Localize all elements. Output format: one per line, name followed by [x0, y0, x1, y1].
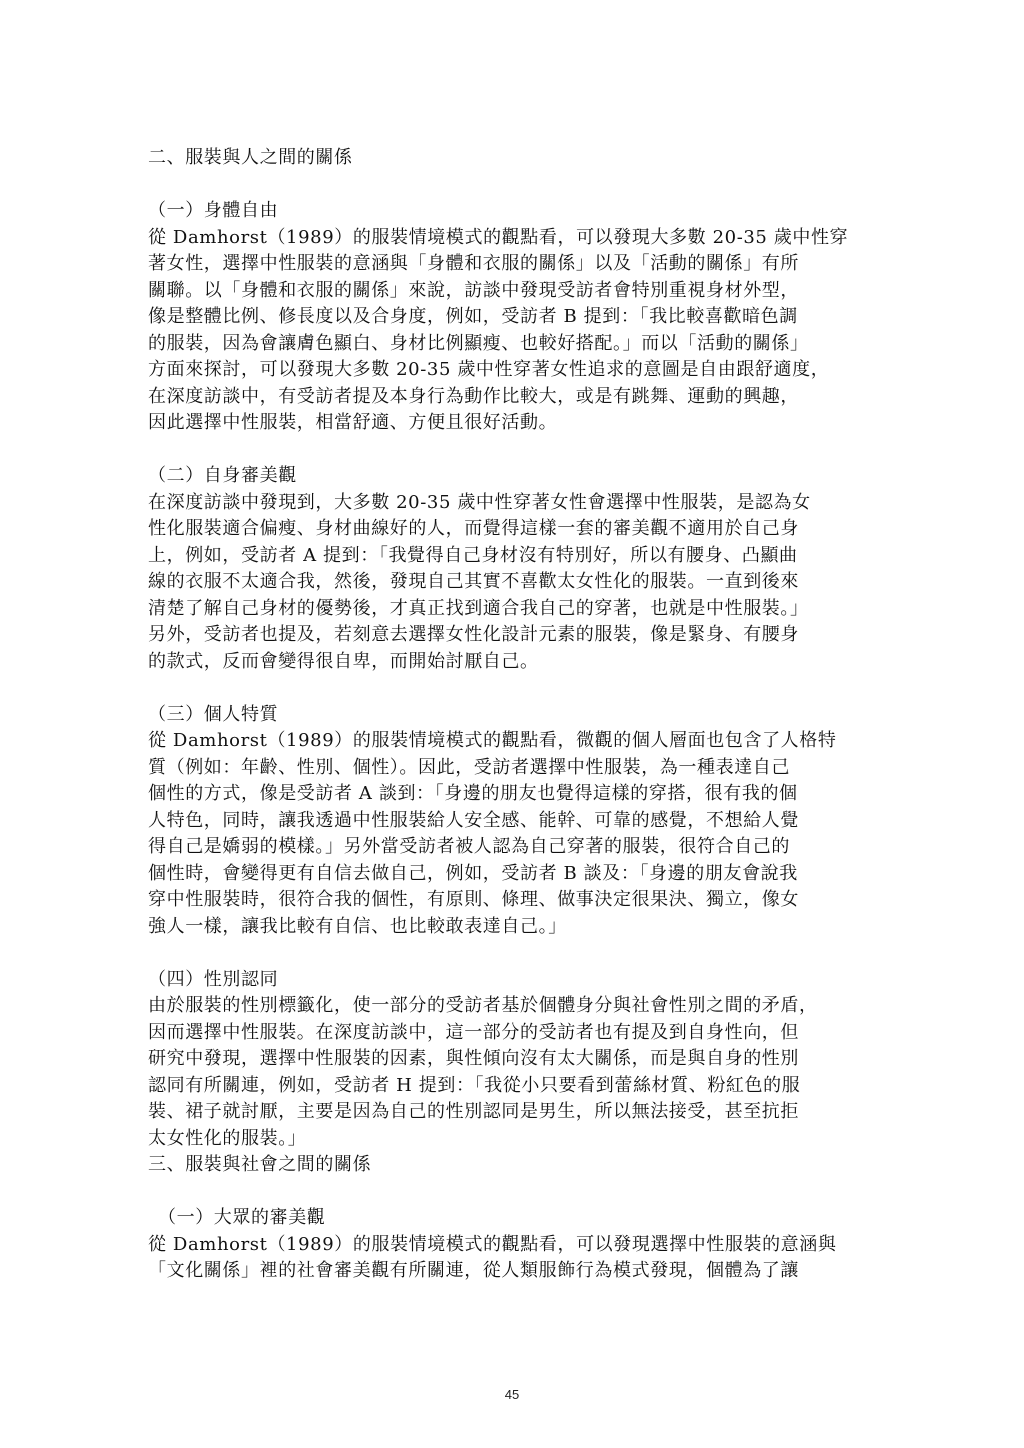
paragraph-line: 因此選擇中性服裝，相當舒適、方便且很好活動。 [148, 412, 558, 433]
paragraph-line: 質（例如：年齡、性別、個性）。因此，受訪者選擇中性服裝，為一種表達自己 [148, 756, 790, 778]
paragraph-line: 強人一樣，讓我比較有自信、也比較敢表達自己。」 [148, 915, 567, 937]
paragraph-line: 的款式，反而會變得很自卑，而開始討厭自己。 [148, 650, 539, 672]
paragraph-line: 因而選擇中性服裝。在深度訪談中，這一部分的受訪者也有提及到自身性向，但 [148, 1021, 799, 1043]
paragraph-line: 另外，受訪者也提及，若刻意去選擇女性化設計元素的服裝，像是緊身、有腰身 [148, 624, 799, 645]
paragraph-line: 個性的方式，像是受訪者 A 談到：「身邊的朋友也覺得這樣的穿搭，很有我的個 [148, 783, 798, 804]
paragraph-line: 在深度訪談中，有受訪者提及本身行為動作比較大，或是有跳舞、運動的興趣， [148, 385, 799, 407]
paragraph-line: 在深度訪談中發現到，大多數 20-35 歲中性穿著女性會選擇中性服裝，是認為女 [148, 491, 811, 513]
paragraph-public-aesthetics [148, 1232, 883, 1285]
paragraph-personal-traits [148, 728, 883, 940]
spacer [148, 1179, 883, 1206]
paragraph-line: 從 Damhorst（1989）的服裝情境模式的觀點看，可以發現選擇中性服裝的意涵與 [148, 1233, 837, 1255]
paragraph-line: 上，例如，受訪者 A 提到：「我覺得自己身材沒有特別好，所以有腰身、凸顯曲 [148, 544, 798, 566]
paragraph-line: 線的衣服不太適合我，然後，發現自己其實不喜歡太女性化的服裝。一直到後來 [148, 571, 799, 592]
paragraph-self-aesthetics [148, 490, 883, 676]
paragraph-body-freedom [148, 225, 883, 437]
paragraph-line: 從 Damhorst（1989）的服裝情境模式的觀點看，微觀的個人層面也包含了人格特 [148, 730, 837, 751]
spacer [148, 940, 883, 967]
paragraph-line: 關聯。以「身體和衣服的關係」來說，訪談中發現受訪者會特別重視身材外型， [148, 279, 799, 301]
paragraph-line: 著女性，選擇中性服裝的意涵與「身體和衣服的關係」以及「活動的關係」有所 [148, 253, 799, 274]
section-2-title: 二、服裝與人之間的關係 [148, 147, 353, 168]
paragraph-line: 從 Damhorst（1989）的服裝情境模式的觀點看，可以發現大多數 20-35 歲中性穿 [148, 226, 849, 248]
page-content [148, 145, 883, 1285]
spacer [148, 675, 883, 702]
paragraph-line: 由於服裝的性別標籤化，使一部分的受訪者基於個體身分與社會性別之間的矛盾， [148, 995, 818, 1016]
section-3-title: 三、服裝與社會之間的關係 [148, 1154, 372, 1175]
spacer [148, 172, 883, 199]
subsection-heading: （三）個人特質 [148, 703, 279, 725]
paragraph-line: 裝、裙子就討厭，主要是因為自己的性別認同是男生，所以無法接受，甚至抗拒 [148, 1101, 799, 1122]
subsection-heading: （四）性別認同 [148, 968, 279, 990]
paragraph-gender-identity [148, 993, 883, 1152]
paragraph-line: 「文化關係」裡的社會審美觀有所關連，從人類服飾行為模式發現，個體為了讓 [148, 1260, 799, 1281]
paragraph-line: 清楚了解自己身材的優勢後，才真正找到適合我自己的穿著，也就是中性服裝。」 [148, 597, 809, 619]
spacer [148, 437, 883, 464]
paragraph-line: 研究中發現，選擇中性服裝的因素，與性傾向沒有太大關係，而是與自身的性別 [148, 1048, 799, 1069]
subsection-heading: （一）身體自由 [148, 200, 279, 221]
paragraph-line: 像是整體比例、修長度以及合身度，例如，受訪者 B 提到：「我比較喜歡暗色調 [148, 306, 798, 327]
paragraph-line: 方面來探討，可以發現大多數 20-35 歲中性穿著女性追求的意圖是自由跟舒適度， [148, 359, 830, 380]
subsection-heading: （一）大眾的審美觀 [158, 1207, 326, 1228]
paragraph-line: 人特色，同時，讓我透過中性服裝給人安全感、能幹、可靠的感覺，不想給人覺 [148, 809, 799, 831]
subsection-heading: （二）自身審美觀 [148, 465, 297, 486]
paragraph-line: 個性時，會變得更有自信去做自己，例如，受訪者 B 談及：「身邊的朋友會說我 [148, 862, 798, 884]
paragraph-line: 性化服裝適合偏瘦、身材曲線好的人，而覺得這樣一套的審美觀不適用於自己身 [148, 518, 799, 539]
paragraph-line: 認同有所關連，例如，受訪者 H 提到：「我從小只要看到蕾絲材質、粉紅色的服 [148, 1074, 801, 1096]
paragraph-line: 太女性化的服裝。」 [148, 1127, 307, 1149]
paragraph-line: 穿中性服裝時，很符合我的個性，有原則、條理、做事決定很果決、獨立，像女 [148, 889, 799, 910]
paragraph-line: 得自己是嬌弱的模樣。」另外當受訪者被人認為自己穿著的服裝，很符合自己的 [148, 836, 790, 857]
page-number: 45 [504, 1387, 520, 1402]
paragraph-line: 的服裝，因為會讓膚色顯白、身材比例顯瘦、也較好搭配。」而以「活動的關係」 [148, 332, 809, 354]
